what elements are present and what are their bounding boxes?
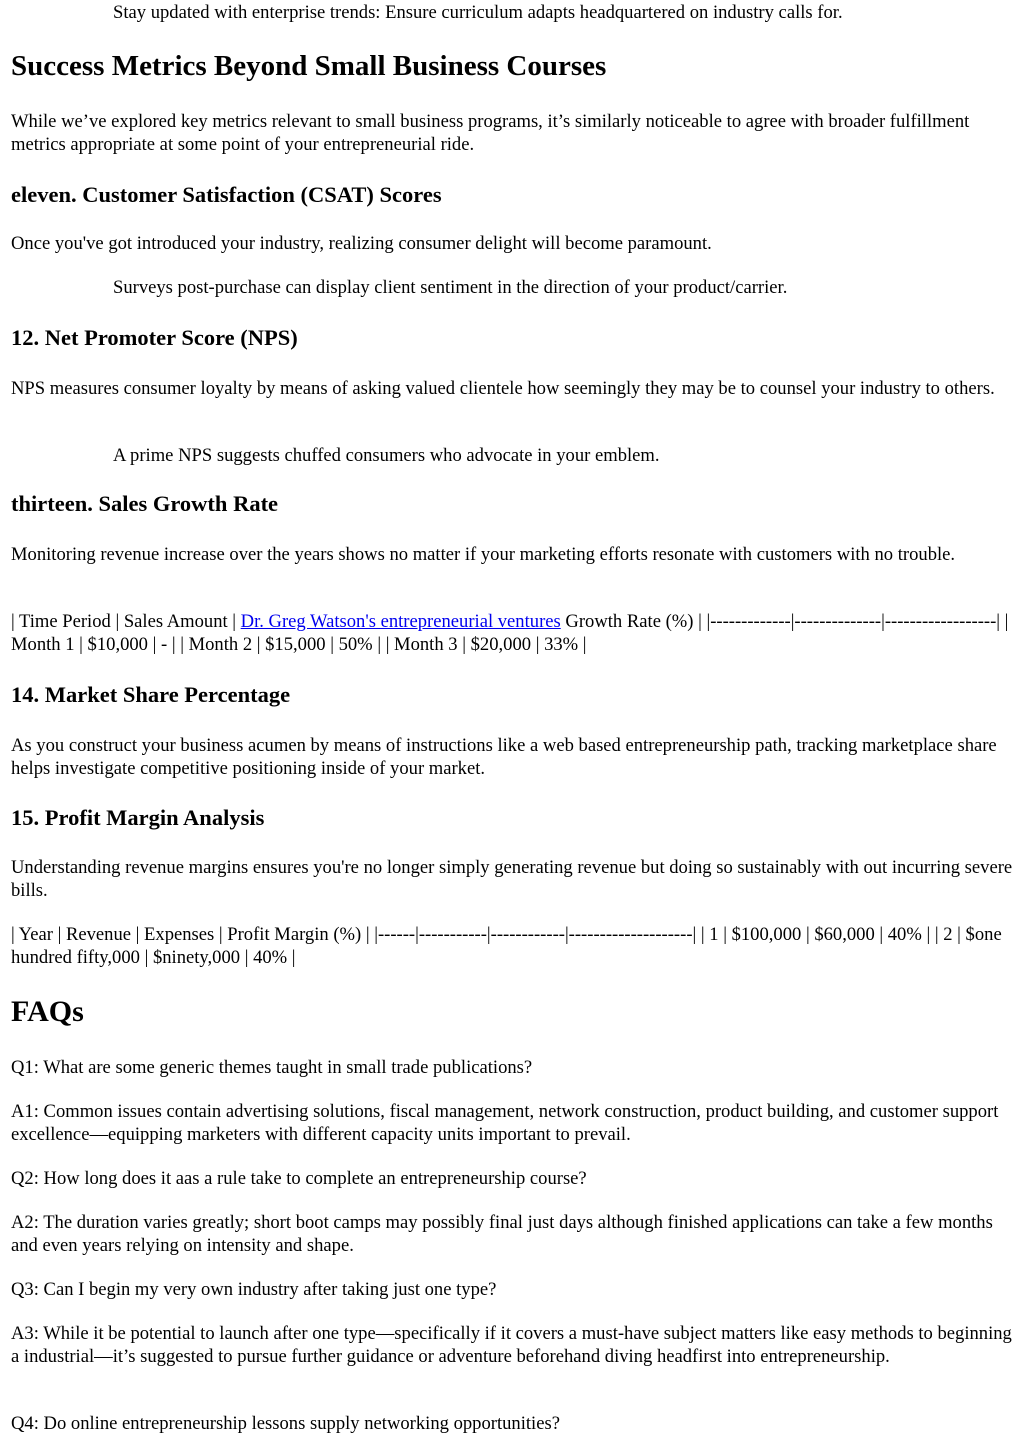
- metric-11-quote: Surveys post-purchase can display client sentiment in the direction of your product/carrier.: [113, 277, 788, 298]
- metric-13-body: Monitoring revenue increase over the years shows no matter if your marketing efforts resonate with customers with no trouble.: [11, 544, 956, 565]
- faq-question-4: Q4: Do online entrepreneurship lessons supply networking opportunities?: [11, 1413, 560, 1434]
- metric-14-title: 14. Market Share Percentage: [11, 682, 291, 707]
- faq-question-1: Q1: What are some generic themes taught in small trade publications?: [11, 1057, 533, 1078]
- table-text-start: | Time Period | Sales Amount |: [11, 611, 241, 632]
- faq-question-2: Q2: How long does it aas a rule take to complete an entrepreneurship course?: [11, 1168, 587, 1189]
- intro-quote: Stay updated with enterprise trends: Ensure curriculum adapts headquartered on industry calls for.: [113, 2, 843, 23]
- table-text-end: Growth Rate (%) | |-------------|--------------|------------------| | Month 1 | $10,000 | - | | Month 2 | $15,000 | 50% | | Month 3 | $20,000 | 33% |: [11, 611, 1009, 655]
- faq-answer-1: A1: Common issues contain advertising solutions, fiscal management, network construction, product building, and customer support excellence—equipping marketers with different capacity units important to prevail.: [11, 1101, 999, 1145]
- faq-title: FAQs: [11, 995, 84, 1028]
- metric-12-title: 12. Net Promoter Score (NPS): [11, 325, 298, 350]
- metric-11-title: eleven. Customer Satisfaction (CSAT) Scores: [11, 182, 442, 207]
- metric-15-title: 15. Profit Margin Analysis: [11, 805, 265, 830]
- metric-15-body: Understanding revenue margins ensures you're no longer simply generating revenue but doing so sustainably with out incurring severe bills.: [11, 857, 1013, 901]
- faq-question-3: Q3: Can I begin my very own industry after taking just one type?: [11, 1279, 497, 1300]
- metric-12-quote: A prime NPS suggests chuffed consumers who advocate in your emblem.: [113, 445, 660, 466]
- metric-13-title: thirteen. Sales Growth Rate: [11, 491, 279, 516]
- metric-11-body: Once you've got introduced your industry, realizing consumer delight will become paramount.: [11, 233, 712, 254]
- section-title: Success Metrics Beyond Small Business Courses: [11, 50, 607, 82]
- metric-14-body: As you construct your business acumen by means of instructions like a web based entrepreneurship path, tracking marketplace share helps investigate competitive positioning inside of your market.: [11, 735, 997, 779]
- section-intro: While we’ve explored key metrics relevant to small business programs, it’s similarly noticeable to agree with broader fulfillment metrics appropriate at some point of your entrepreneurial ride.: [11, 111, 970, 155]
- metric-12-body: NPS measures consumer loyalty by means of asking valued clientele how seemingly they may be to counsel your industry to others.: [11, 378, 995, 399]
- faq-answer-3: A3: While it be potential to launch after one type—specifically if it covers a must-have subject matters like easy methods to beginning a industrial—it’s suggested to pursue further guidance or adventure beforehand diving headfirst into entrepreneurship.: [11, 1323, 1012, 1367]
- watson-ventures-link[interactable]: Dr. Greg Watson's entrepreneurial ventures: [240, 611, 561, 632]
- sales-growth-table-text: [11, 610, 1014, 656]
- faq-answer-2: A2: The duration varies greatly; short boot camps may possibly final just days although finished applications can take a few months and even years relying on intensity and shape.: [11, 1212, 993, 1256]
- profit-margin-table-text: | Year | Revenue | Expenses | Profit Margin (%) | |------|-----------|------------|--------------------| | 1 | $100,000 | $60,000 | 40% | | 2 | $one hundred fifty,000 | $ninety,000 | 40% |: [11, 924, 1002, 968]
